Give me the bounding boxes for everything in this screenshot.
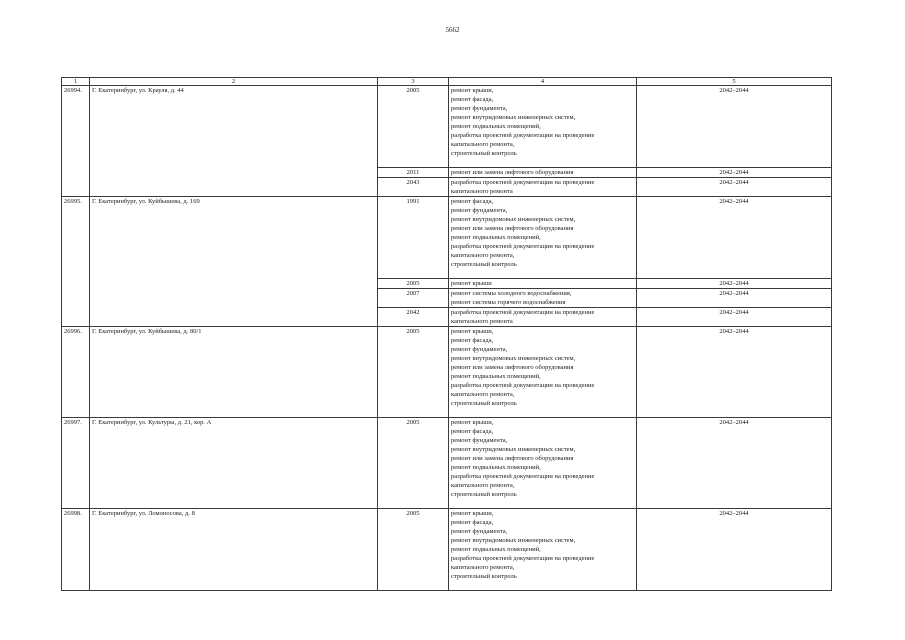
work-item: ремонт фундамента, xyxy=(451,528,508,535)
work-item: строительный контроль xyxy=(451,491,517,498)
work-item: ремонт крыши, xyxy=(451,328,494,335)
work-item: ремонт подвальных помещений, xyxy=(451,546,541,553)
work-item: ремонт фасада, xyxy=(451,428,494,435)
column-header: 3 xyxy=(378,78,449,86)
column-header: 4 xyxy=(449,78,637,86)
work-item: разработка проектной документации на проведение xyxy=(451,555,595,562)
work-item: разработка проектной документации на проведение xyxy=(451,473,595,480)
work-item: капитального ремонта xyxy=(451,318,513,325)
work-item: ремонт крыши, xyxy=(451,419,494,426)
work-item: капитального ремонта xyxy=(451,188,513,195)
period-cell: 2042–2044 xyxy=(637,418,832,509)
period-cell: 2042–2044 xyxy=(637,509,832,591)
work-item: ремонт фундамента, xyxy=(451,105,508,112)
year-cell: 2007 xyxy=(378,289,449,308)
year-cell: 2042 xyxy=(378,308,449,327)
table-row xyxy=(62,86,832,168)
works-cell xyxy=(449,178,637,197)
column-header: 1 xyxy=(62,78,90,86)
year-cell: 1991 xyxy=(378,197,449,279)
row-number: 26995. xyxy=(62,197,90,327)
works-cell xyxy=(449,289,637,308)
column-header: 5 xyxy=(637,78,832,86)
work-item: капитального ремонта, xyxy=(451,141,515,148)
work-item: ремонт крыши, xyxy=(451,87,494,94)
works-cell xyxy=(449,509,637,591)
work-item: ремонт подвальных помещений, xyxy=(451,464,541,471)
work-item: капитального ремонта, xyxy=(451,252,515,259)
year-cell: 2005 xyxy=(378,418,449,509)
works-cell xyxy=(449,168,637,178)
row-number: 26997. xyxy=(62,418,90,509)
work-item: ремонт внутридомовых инженерных систем, xyxy=(451,216,576,223)
work-item: ремонт системы горячего водоснабжения xyxy=(451,299,566,306)
year-cell: 2011 xyxy=(378,168,449,178)
work-item: капитального ремонта, xyxy=(451,482,515,489)
period-cell: 2042–2044 xyxy=(637,197,832,279)
page-number: 5662 xyxy=(445,26,460,34)
address-cell: Г. Екатеринбург, ул. Ломоносова, д. 8 xyxy=(90,509,378,591)
works-cell xyxy=(449,197,637,279)
work-item: ремонт внутридомовых инженерных систем, xyxy=(451,537,576,544)
work-item: ремонт фасада, xyxy=(451,198,494,205)
works-cell xyxy=(449,279,637,289)
repair-schedule-table xyxy=(61,77,832,591)
year-cell: 2043 xyxy=(378,178,449,197)
year-cell: 2005 xyxy=(378,509,449,591)
work-item: ремонт крыши xyxy=(451,280,492,287)
work-item: ремонт или замена лифтового оборудования xyxy=(451,455,574,462)
work-item: ремонт системы холодного водоснабжения, xyxy=(451,290,572,297)
period-cell: 2042–2044 xyxy=(637,86,832,168)
table-row xyxy=(62,418,832,509)
period-cell: 2042–2044 xyxy=(637,168,832,178)
period-cell: 2042–2044 xyxy=(637,327,832,418)
work-item: ремонт или замена лифтового оборудования xyxy=(451,364,574,371)
works-cell xyxy=(449,86,637,168)
year-cell: 2005 xyxy=(378,327,449,418)
table-row xyxy=(62,197,832,279)
work-item: капитального ремонта, xyxy=(451,391,515,398)
period-cell: 2042–2044 xyxy=(637,178,832,197)
work-item: ремонт фундамента, xyxy=(451,207,508,214)
work-item: ремонт подвальных помещений, xyxy=(451,123,541,130)
work-item: ремонт фундамента, xyxy=(451,346,508,353)
table-row xyxy=(62,509,832,591)
work-item: ремонт крыши, xyxy=(451,510,494,517)
work-item: строительный контроль xyxy=(451,150,517,157)
work-item: капитального ремонта, xyxy=(451,564,515,571)
work-item: разработка проектной документации на проведение xyxy=(451,179,595,186)
work-item: ремонт фасада, xyxy=(451,519,494,526)
period-cell: 2042–2044 xyxy=(637,289,832,308)
work-item: строительный контроль xyxy=(451,261,517,268)
period-cell: 2042–2044 xyxy=(637,279,832,289)
table-row xyxy=(62,327,832,418)
works-cell xyxy=(449,327,637,418)
work-item: разработка проектной документации на проведение xyxy=(451,132,595,139)
work-item: разработка проектной документации на проведение xyxy=(451,382,595,389)
work-item: ремонт фундамента, xyxy=(451,437,508,444)
work-item: ремонт или замена лифтового оборудования xyxy=(451,225,574,232)
works-cell xyxy=(449,418,637,509)
work-item: ремонт подвальных помещений, xyxy=(451,373,541,380)
address-cell: Г. Екатеринбург, ул. Куйбышева, д. 80/1 xyxy=(90,327,378,418)
year-cell: 2005 xyxy=(378,279,449,289)
row-number: 26998. xyxy=(62,509,90,591)
year-cell: 2005 xyxy=(378,86,449,168)
work-item: разработка проектной документации на проведение xyxy=(451,243,595,250)
column-number-row xyxy=(62,78,832,86)
work-item: ремонт фасада, xyxy=(451,337,494,344)
work-item: ремонт внутридомовых инженерных систем, xyxy=(451,114,576,121)
address-cell: Г. Екатеринбург, ул. Культуры, д. 21, кор. А xyxy=(90,418,378,509)
work-item: ремонт или замена лифтового оборудования xyxy=(451,169,574,176)
row-number: 26996. xyxy=(62,327,90,418)
row-number: 26994. xyxy=(62,86,90,197)
address-cell: Г. Екатеринбург, ул. Куйбышева, д. 169 xyxy=(90,197,378,327)
work-item: строительный контроль xyxy=(451,573,517,580)
period-cell: 2042–2044 xyxy=(637,308,832,327)
column-header: 2 xyxy=(90,78,378,86)
work-item: разработка проектной документации на проведение xyxy=(451,309,595,316)
work-item: ремонт фасада, xyxy=(451,96,494,103)
work-item: ремонт внутридомовых инженерных систем, xyxy=(451,446,576,453)
address-cell: Г. Екатеринбург, ул. Крауля, д. 44 xyxy=(90,86,378,197)
work-item: строительный контроль xyxy=(451,400,517,407)
table-body xyxy=(62,78,832,591)
works-cell xyxy=(449,308,637,327)
work-item: ремонт подвальных помещений, xyxy=(451,234,541,241)
work-item: ремонт внутридомовых инженерных систем, xyxy=(451,355,576,362)
